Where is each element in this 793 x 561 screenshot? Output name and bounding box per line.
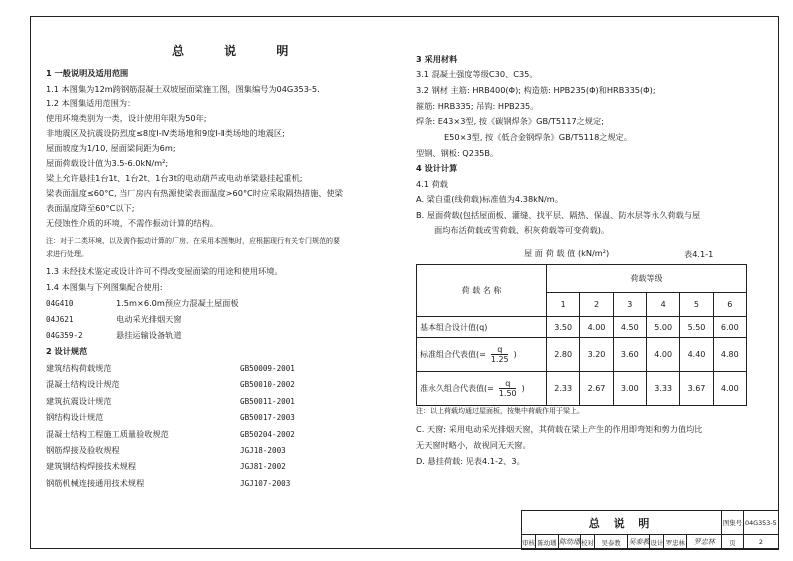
value-cell: 3.00 bbox=[613, 372, 646, 406]
spec-code: GB50017-2003 bbox=[240, 413, 295, 422]
item-b-cont: 面均布活荷载或雪荷载、积灰荷载等可变荷载)。 bbox=[434, 225, 610, 235]
value-cell: 3.33 bbox=[646, 372, 679, 406]
fraction bbox=[487, 345, 513, 364]
value-cell: 4.00 bbox=[646, 338, 679, 372]
spec-name: 建筑钢结构焊接技术规程 bbox=[46, 461, 137, 471]
reviewer-signature: 陈幼璠 bbox=[559, 535, 581, 550]
clause-1-1: 1.1 本图集为12m跨钢筋混凝土双坡屋面梁施工图，图集编号为04G353-5. bbox=[46, 84, 320, 94]
value-cell: 4.00 bbox=[713, 372, 746, 406]
fraction-denominator: 1.25 bbox=[490, 355, 509, 364]
clause-3-2: 3.2 钢材 主筋: HRB400(Φ); 构造筋: HPB235(Φ)和HRB335(Φ); bbox=[416, 85, 656, 95]
table-caption: 屋 面 荷 载 值 (kN/m²) bbox=[524, 248, 610, 258]
grade-cell: 5 bbox=[680, 293, 713, 317]
table-number: 表4.1-1 bbox=[684, 249, 714, 259]
table-note: 注：以上荷载均通过屋面板，按集中荷载作用于梁上。 bbox=[416, 407, 584, 415]
spec-code: GB50009-2001 bbox=[240, 364, 295, 373]
value-cell: 3.50 bbox=[547, 317, 580, 338]
value-cell: 2.67 bbox=[580, 372, 613, 406]
item-d: D. 悬挂荷载: 见表4.1-2、3。 bbox=[416, 456, 525, 466]
grade-cell: 4 bbox=[646, 293, 679, 317]
check-label: 校对 bbox=[581, 535, 595, 550]
weld-e50: E50×3型, 按《低合金钢焊条》GB/T5118之规定。 bbox=[444, 132, 633, 142]
row-label-text: 标准组合代表值(= bbox=[420, 350, 486, 359]
atlas-label: 图集号 bbox=[722, 511, 744, 535]
designer-name: 罗忠林 bbox=[664, 535, 687, 550]
note-1-cont: 求进行处理。 bbox=[46, 250, 88, 258]
spec-code: GB50010-2002 bbox=[240, 380, 295, 389]
spec-name: 混凝土结构工程施工质量验收规范 bbox=[46, 429, 169, 439]
scope-slope: 屋面坡度为1/10, 屋面梁间距为6m; bbox=[46, 143, 176, 153]
ref-name: 悬挂运输设备轨道 bbox=[116, 330, 182, 340]
item-c-cont: 无天窗时略小，故视同无天窗。 bbox=[416, 440, 531, 450]
value-cell: 4.00 bbox=[580, 317, 613, 338]
clause-1-4: 1.4 本图集与下列图集配合使用: bbox=[46, 282, 163, 292]
row-label: 准永久组合代表值(= $\frac{q}{1.50}$ ) bbox=[417, 372, 547, 406]
spec-code: JGJ81-2002 bbox=[240, 462, 286, 471]
spec-name: 钢筋机械连接通用技术规程 bbox=[46, 478, 145, 488]
value-cell: 4.50 bbox=[613, 317, 646, 338]
clause-3-1: 3.1 混凝土强度等级C30、C35。 bbox=[416, 69, 538, 79]
page-number: 2 bbox=[743, 535, 778, 550]
clause-1-2: 1.2 本图集适用范围为： bbox=[46, 98, 136, 108]
ref-code: 04G410 bbox=[46, 299, 74, 308]
spec-name: 钢结构设计规范 bbox=[46, 412, 104, 422]
table-row bbox=[417, 317, 747, 338]
grade-cell: 1 bbox=[547, 293, 580, 317]
item-c: C. 天窗: 采用电动采光排烟天窗，其荷载在梁上产生的作用即弯矩和剪力值均比 bbox=[416, 424, 703, 434]
clause-3-2-stirrup: 箍筋: HRB335; 吊钩: HPB235。 bbox=[416, 101, 539, 111]
spec-name: 混凝土结构设计规范 bbox=[46, 379, 120, 389]
value-cell: 3.67 bbox=[680, 372, 713, 406]
table-header-name: 荷 载 名 称 bbox=[417, 265, 547, 317]
reviewer-name: 陈幼璠 bbox=[535, 535, 558, 550]
design-label: 设计 bbox=[650, 535, 664, 550]
section-4-heading: 4 设计计算 bbox=[416, 163, 458, 173]
grade-cell: 2 bbox=[580, 293, 613, 317]
scope-temperature: 梁表面温度≤60°C, 当厂房内有热源使梁表面温度>60°C时应采取隔热措施、使梁 bbox=[46, 188, 343, 198]
scope-temperature-cont: 表面温度降至60°C以下; bbox=[46, 203, 135, 213]
grade-cell: 3 bbox=[613, 293, 646, 317]
checker-signature: 吴泰教 bbox=[628, 535, 650, 550]
fraction-numerator: q bbox=[491, 345, 508, 355]
ref-code: 04G359-2 bbox=[46, 331, 83, 340]
weld-e43: 焊条: E43×3型, 按《碳钢焊条》GB/T5117之规定; bbox=[416, 116, 604, 126]
spec-name: 建筑抗震设计规范 bbox=[46, 396, 112, 406]
scope-environment: 使用环境类别为一类，设计使用年限为50年; bbox=[46, 113, 207, 123]
item-a: A. 梁自重(线荷载)标准值为4.38kN/m。 bbox=[416, 194, 563, 204]
note-1: 注：对于二类环境、以及需作振动计算的厂房、在采用本图集时，应根据现行有关专门规范的要 bbox=[46, 237, 340, 245]
table-row bbox=[417, 372, 747, 406]
page-label: 页 bbox=[722, 535, 744, 550]
scope-load: 屋面荷载设计值为3.5-6.0kN/m²; bbox=[46, 158, 169, 168]
ref-name: 1.5m×6.0m预应力混凝土屋面板 bbox=[116, 298, 239, 308]
checker-name: 吴泰教 bbox=[594, 535, 628, 550]
grade-cell: 6 bbox=[713, 293, 746, 317]
title-block bbox=[521, 510, 779, 550]
spec-name: 钢筋焊接及验收规程 bbox=[46, 445, 120, 455]
fraction-denominator: 1.50 bbox=[498, 389, 517, 398]
spec-code: GB50204-2002 bbox=[240, 430, 295, 439]
scope-environment-medium: 无侵蚀性介质的环境，不需作振动计算的结构。 bbox=[46, 218, 218, 228]
value-cell: 5.50 bbox=[680, 317, 713, 338]
row-label: 标准组合代表值(= $\frac{q}{1.25}$ ) bbox=[417, 338, 547, 372]
fraction bbox=[495, 379, 521, 398]
atlas-number: 04G353-5 bbox=[743, 511, 778, 535]
title-block-title: 总 说 明 bbox=[522, 511, 722, 535]
row-label-text: 准永久组合代表值(= bbox=[420, 384, 494, 393]
designer-signature: 罗忠林 bbox=[687, 535, 722, 550]
row-label: 基本组合设计值(q) bbox=[417, 317, 547, 338]
item-b: B. 屋面荷载(包括屋面板、灌缝、找平层、隔热、保温、防水层等永久荷载与屋 bbox=[416, 210, 701, 220]
page-title: 总 说 明 bbox=[172, 44, 307, 58]
spec-code: JGJ18-2003 bbox=[240, 446, 286, 455]
value-cell: 4.80 bbox=[713, 338, 746, 372]
table-row bbox=[417, 338, 747, 372]
scope-seismic: 非地震区及抗震设防烈度≤8度Ⅰ-Ⅳ类场地和9度Ⅰ-Ⅱ类场地的地震区; bbox=[46, 128, 285, 138]
scope-hoist: 梁上允许悬挂1台1t、1台2t、1台3t的电动葫芦或电动单梁悬挂起重机; bbox=[46, 173, 303, 183]
review-label: 审核 bbox=[522, 535, 536, 550]
spec-name: 建筑结构荷载规范 bbox=[46, 363, 112, 373]
value-cell: 2.80 bbox=[547, 338, 580, 372]
value-cell: 3.20 bbox=[580, 338, 613, 372]
steel-grade: 型钢、钢板: Q235B。 bbox=[416, 148, 499, 158]
clause-4-1: 4.1 荷载 bbox=[416, 179, 448, 189]
ref-code: 04J621 bbox=[46, 315, 74, 324]
fraction-numerator: q bbox=[499, 379, 516, 389]
table-header-grade: 荷载等级 bbox=[547, 265, 747, 293]
section-3-heading: 3 采用材料 bbox=[416, 54, 458, 64]
clause-1-3: 1.3 未经技术鉴定或设计许可不得改变屋面梁的用途和使用环境。 bbox=[46, 266, 283, 276]
section-1-heading: 1 一般说明及适用范围 bbox=[46, 68, 129, 78]
ref-name: 电动采光排烟天窗 bbox=[116, 314, 182, 324]
roof-load-table bbox=[416, 264, 747, 406]
section-2-heading: 2 设计规范 bbox=[46, 346, 88, 356]
value-cell: 2.33 bbox=[547, 372, 580, 406]
spec-code: GB50011-2001 bbox=[240, 397, 295, 406]
value-cell: 6.00 bbox=[713, 317, 746, 338]
value-cell: 4.40 bbox=[680, 338, 713, 372]
value-cell: 5.00 bbox=[646, 317, 679, 338]
spec-code: JGJ107-2003 bbox=[240, 479, 291, 488]
value-cell: 3.60 bbox=[613, 338, 646, 372]
